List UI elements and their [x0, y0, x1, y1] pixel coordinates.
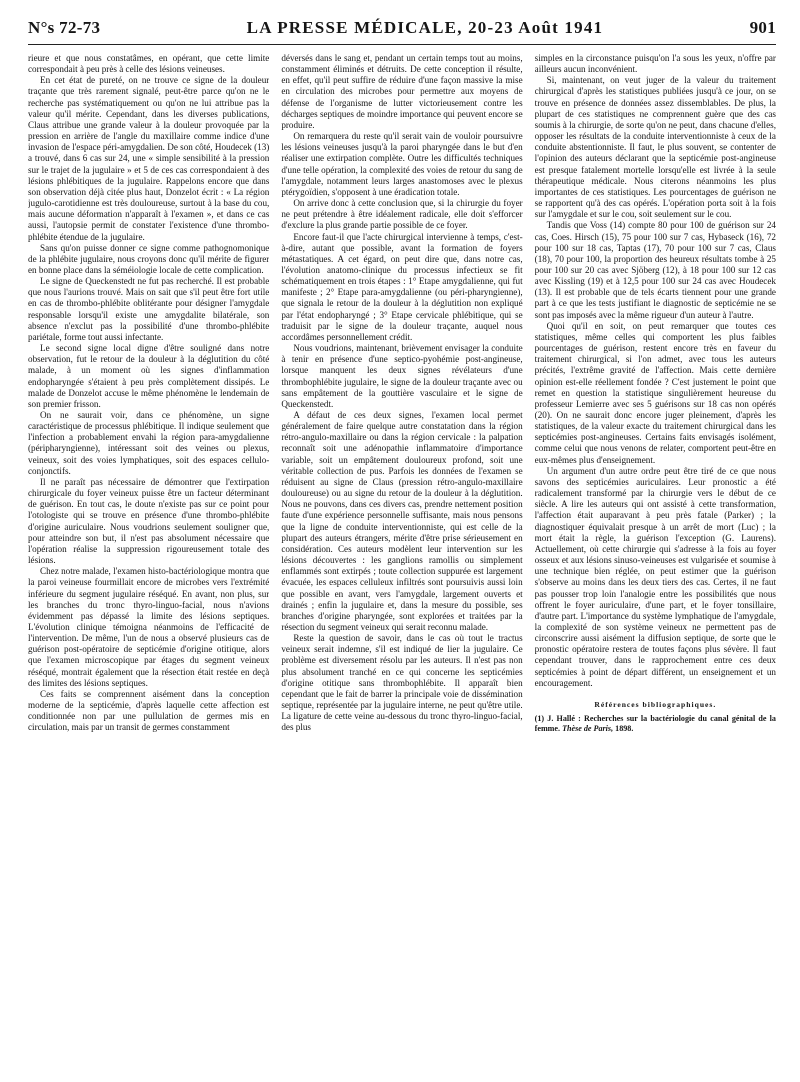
paragraph: Si, maintenant, on veut juger de la valeur du traitement chirurgical d'après les statistiques publiées jusqu'à ce jour, on se trouve en présence de données assez dissemblables. De plus, la plupart de ces statistiques ne comprennent guère que des cas soumis à la chirurgie, de sorte qu'on ne peut, dans chacune d'elles, opposer les résultats de la conduite interventionniste à ceux de la conduite abstentionniste. Il faut, le plus souvent, se contenter de l'opinion des auteurs déclarant que la septicémie post-angineuse est presque fatalement mortelle lorsqu'elle est livrée à la seule thérapeutique médicale. Nous citerons néanmoins les plus importantes de ces statistiques. Les pourcentages de guérison ne se rapportent qu'à des cas opérés. L'opération porta soit à la fois sur l'amygdale et sur le cou, soit seulement sur le cou. [534, 75, 776, 220]
reference-year: 1898. [615, 724, 634, 734]
paragraph: rieure et que nous constatâmes, en opérant, que cette limite correspondait à peu près à celle des lésions veineuses. [28, 53, 270, 75]
paragraph: Tandis que Voss (14) compte 80 pour 100 de guérison sur 24 cas, Coes. Hirsch (15), 75 pour 100 sur 7 cas, Hybaseck (16), 72 pour 100 sur 18 cas, Taptas (17), 70 pour 100 sur 7 cas, Claus (18), 70 pour 100, la proportion des heureux résultats tombe à 25 pour 100 sur 20 cas avec Sjöberg (12), à 18 pour 100 sur 12 cas avec Kissling (19) et à 12,5 pour 100 sur 24 cas avec Houdecek (13). Il est probable que de tels écarts tiennent pour une grande part à ce que les tests justifiant le diagnostic de septicémie ne se sont pas imposés avec la même rigueur d'un auteur à l'autre. [534, 220, 776, 320]
paragraph: Quoi qu'il en soit, on peut remarquer que toutes ces statistiques, même celles qui comportent les plus faibles pourcentages de guérison, restent encore très en faveur du traitement chirurgical, si l'on admet, avec tous les auteurs précités, l'extrême gravité de l'affection. Mais cette dernière opinion est-elle réellement fondée ? C'est justement le point que remet en question la statistique singulièrement heureuse du professeur Lemierre avec ses 5 guérisons sur 18 cas non opérés (20). On ne saurait donc encore juger pleinement, d'après les statistiques, de la valeur exacte du traitement chirurgical dans les septicémies post-angineuses. Certains faits envisagés isolément, comme celui que nous venons de relater, comportent peut-être en eux-mêmes plus d'enseignement. [534, 320, 776, 465]
article-columns [28, 53, 776, 1073]
paragraph: Reste la question de savoir, dans le cas où tout le tractus veineux serait indemne, s'il est indiqué de lier la jugulaire. Ce problème est diversement résolu par les auteurs. Il n'est pas non plus absolument tranché en ce qui concerne les septicémies d'origine otitique sans thrombophlébite. Il apparaît bien cependant que le fait de barrer la principale voie de dissémination septique, représentée par la jugulaire interne, ne peut qu'être utile. La ligature de cette veine au-dessous du tronc thyro-linguo-facial, des plus [281, 633, 523, 733]
paragraph: Un argument d'un autre ordre peut être tiré de ce que nous savons des septicémies auriculaires. Leur pronostic a été radicalement transformé par la chirurgie vers le début de ce siècle. A lire les auteurs qui ont assisté à cette transformation, l'affection était auparavant à peu près fatale (Parker) ; la diagnostiquer équivalait presque à un arrêt de mort (Luc) ; la mort était la règle, la guérison l'exception (G. Laurens). Actuellement, où cette chirurgie qui s'adresse à la fois au foyer osseux et aux lésions sinuso-veineuses est vulgarisée et soumise à une technique bien réglée, on peut estimer que la guérison s'observe au moins dans les deux tiers des cas. Certes, il ne faut pas pousser trop loin l'analogie entre les possibilités que nous offrent le foyer auriculaire, d'une part, et le foyer tonsillaire, d'autre part. L'importance du système lymphatique de l'amygdale, la complexité de son système veineux ne permettent pas de circonscrire aussi aisément la diffusion septique, de sorte que le pronostic opératoire restera de toutes façons plus sévère. Il faut cependant trouver, dans le rapprochement entre ces deux septicémies à point de départ différent, un enseignement et un encouragement. [534, 465, 776, 688]
paragraph: Encore faut-il que l'acte chirurgical intervienne à temps, c'est-à-dire, autant que possible, avant la formation de foyers métastatiques. A cet égard, on peut dire que, dans notre cas, l'évolution anatomo-clinique du processus infectieux se fit schématiquement en trois étapes : 1° Etape amygdalienne, qui fut manifeste ; 2° Etape para-amygdalienne (ou péri-pharyngienne), que signala le retour de la douleur à la déglutition non expliqué par l'état endopharyngé ; 3° Etape cervicale phlébitique, qui se traduisit par le signe de la douleur traçante, auquel nous accordâmes personnellement crédit. [281, 231, 523, 342]
issue-numbers: N°s 72-73 [28, 18, 101, 37]
reference-author: J. Hallé : [547, 714, 585, 724]
paragraph: Ces faits se comprennent aisément dans la conception moderne de la septicémie, d'après laquelle cette affection est conditionnée non par une pullulation de germes mis en circulation, mais par un transit de germes constamment [28, 688, 270, 733]
paragraph: On remarquera du reste qu'il serait vain de vouloir poursuivre les lésions veineuses jusqu'à la paroi pharyngée dans le but d'en réaliser une extirpation complète. Outre les difficultés techniques d'une telle opération, la complexité des voies de retour du sang de l'amygdale, notamment leurs larges anastomoses avec le plexus ptérygoïdien, s'opposent à une éradication totale. [281, 131, 523, 197]
paragraph: Le second signe local digne d'être souligné dans notre observation, fut le retour de la douleur à la déglutition du côté malade, à un moment où les signes d'inflammation endopharyngée s'étaient à peu près complètement dissipés. Le malade de Donzelot accuse le même phénomène le lendemain de son premier frisson. [28, 343, 270, 409]
paragraph: On ne saurait voir, dans ce phénomène, un signe caractéristique de processus phlébitique. Il indique seulement que l'infection a probablement envahi la région para-amygdalienne (péripharyngienne), intéressant soit des veines ou plexus, veineux, soit des voies lymphatiques, soit des espaces cellulo-conjonctifs. [28, 410, 270, 476]
journal-title-date [247, 18, 604, 38]
paragraph: simples en la circonstance puisqu'on l'a sous les yeux, n'offre par ailleurs aucun inconvénient. [534, 53, 776, 75]
journal-name: LA PRESSE MÉDICALE, [246, 18, 463, 37]
reference-source: Thèse de Paris, [562, 724, 616, 734]
text-column-3 [535, 53, 776, 1073]
running-header [28, 18, 776, 45]
reference-number: (1) [534, 714, 548, 724]
issue-date: 20-23 Août 1941 [468, 18, 604, 37]
text-column-2 [281, 53, 522, 1073]
reference-title: Recherches sur la bactériologie du canal génital de la femme. [534, 714, 776, 734]
references-heading: Références bibliographiques. [594, 699, 717, 709]
references-list [535, 714, 776, 734]
paragraph: Sans qu'on puisse donner ce signe comme pathognomonique de la phlébite jugulaire, nous croyons donc qu'il mérite de figurer en bonne place dans la séméiologie locale de cette complication. [28, 242, 270, 275]
journal-page [28, 18, 776, 1073]
paragraph: déversés dans le sang et, pendant un certain temps tout au moins, constamment éliminés et détruits. De cette conception il résulte, en effet, qu'il peut suffire de réduire d'une façon massive la mise en circulation des microbes pour permettre aux moyens de défense de l'organisme de lutter victorieusement contre les décharges septiques de moindre importance qui peuvent encore se produire. [281, 53, 523, 130]
text-column-3-body [535, 53, 776, 689]
paragraph: Il ne paraît pas nécessaire de démontrer que l'extirpation chirurgicale du foyer veineux puisse être un facteur déterminant de guérison. En tout cas, le doute n'existe pas sur ce point pour l'otologiste qui se trouve en présence d'une thrombo-phlébite d'origine auriculaire. Nous voudrions seulement souligner que, pour atteindre son but, il n'est pas absolument nécessaire que l'opération réalise la suppression rigoureusement totale des lésions. [28, 476, 270, 566]
paragraph: Le signe de Queckenstedt ne fut pas recherché. Il est probable que nous l'aurions trouvé. Mais on sait que s'il peut être fort utile en cas de thrombo-phlébite oblitérante pour désigner l'amygdale responsable lorsqu'il existe une amygdalite bilatérale, son absence n'exclut pas la possibilité d'une thrombo-phlébite pariétale, forme tout aussi infectante. [28, 276, 270, 342]
paragraph: On arrive donc à cette conclusion que, si la chirurgie du foyer ne peut prétendre à être idéalement radicale, elle doit s'efforcer d'exclure la plus grande partie possible de ce foyer. [281, 198, 523, 231]
text-column-1 [28, 53, 269, 1073]
reference-item [535, 714, 776, 734]
paragraph: Nous voudrions, maintenant, brièvement envisager la conduite à tenir en présence d'une septico-pyohémie post-angineuse, lorsque manquent les deux signes révélateurs d'une thrombophlébite jugulaire, le signe de la douleur traçante avec ou sans empâtement de la gouttière vasculaire et le signe de Queckenstedt. [281, 343, 523, 409]
paragraph: En cet état de pureté, on ne trouve ce signe de la douleur traçante que très rarement signalé, peut-être parce qu'on ne le recherche pas systématiquement ou qu'on ne lui attribue pas la valeur qu'il mérite. Cependant, dans les diverses publications, Claus attribue une grande valeur à la douleur provoquée par la pression en arrière de l'angle du maxillaire comme indice d'une invasion de l'espace péri-amygdalien. De son côté, Houdecek (13) a trouvé, dans 6 cas sur 24, une « simple sensibilité à la pression sur le trajet de la jugulaire » et 5 de ces cas correspondaient à des lésions phlébitiques de la jugulaire. Rappelons encore que dans son observation déjà citée plus haut, Donzelot écrit : « La région jugulo-carotidienne est très douloureuse, surtout à la base du cou, mais aucune déformation n'apparaît à l'examen », et dans ce cas aussi, l'autopsie permit de constater l'existence d'une thrombo-phlébite étendue de la jugulaire. [28, 75, 270, 242]
page-number: 901 [749, 18, 776, 37]
paragraph: A défaut de ces deux signes, l'examen local permet généralement de faire quelque autre constatation dans la région rétro-angulo-maxillaire ou dans la région cervicale : la palpation reconnaît soit une adénopathie inflammatoire d'importance variable, soit un empâtement douloureux profond, soit une véritable collection de pus. Parfois les données de l'examen se réduisent au signe de Claus (pression rétro-angulo-maxillaire douloureuse) ou au signe du retour de la douleur à la déglutition. Nous ne pouvons, dans ces divers cas, prendre nettement position faute d'une expérience personnelle suffisante, mais nous pensons que la ligne de conduite interventionniste, qui est celle de la plupart des auteurs étrangers, mérite d'être prise sérieusement en considération. Ces auteurs modèlent leur intervention sur les lésions découvertes : les ganglions ramollis ou simplement enflammés sont extirpés ; toute collection suppurée est largement évacuée, les espaces celluleux infiltrés sont poursuivis aussi loin que possible en avant, vers l'amygdale, largement ouverts et drainés ; enfin la jugulaire et, dans la mesure du possible, ses branches d'origine pharyngée, sont explorées et traitées par la résection du segment veineux qui serait reconnu malade. [281, 410, 523, 632]
paragraph: Chez notre malade, l'examen histo-bactériologique montra que la paroi veineuse fourmillait encore de microbes vers l'extrémité inférieure du segment jugulaire réséqué. En avant, non plus, sur les branches du tronc thyro-linguo-facial, nous n'avions évidemment pas dépassé la limite des lésions septiques. L'évolution clinique témoigna néanmoins de l'efficacité de l'intervention. De même, l'un de nous a observé plusieurs cas de guérison post-opératoire de septicémie d'origine otitique, alors que l'examen microscopique par étages du segment veineux réséqué, montrait également que la résection était restée en deçà des limites des lésions septiques. [28, 566, 270, 688]
